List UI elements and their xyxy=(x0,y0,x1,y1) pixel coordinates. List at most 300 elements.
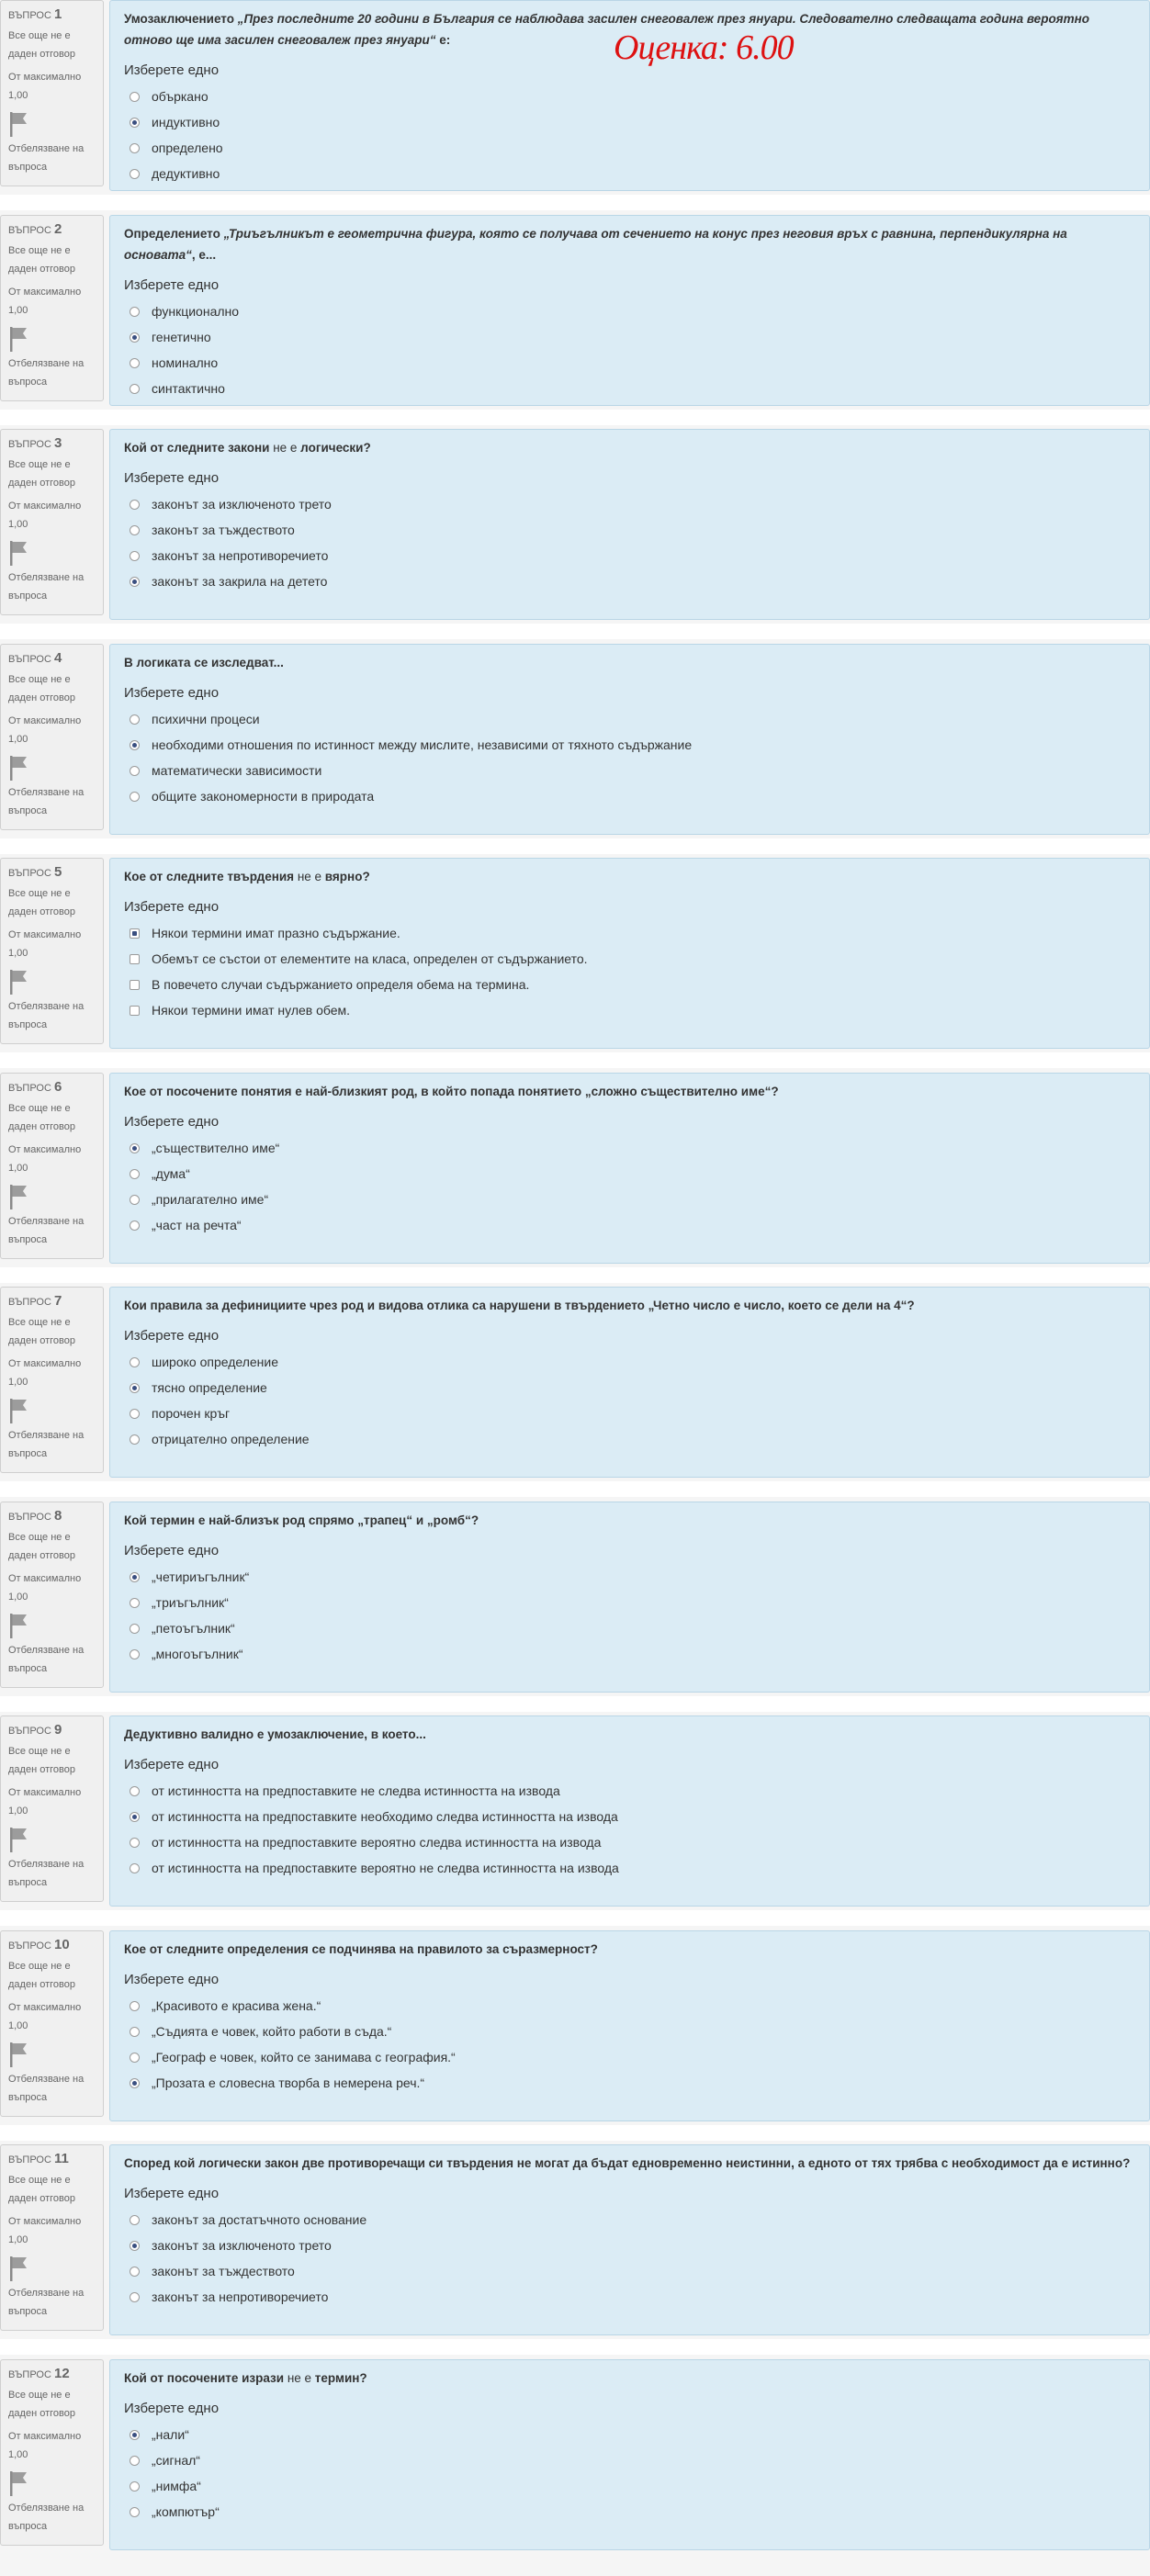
answer-radio[interactable] xyxy=(130,118,140,128)
question-info-panel xyxy=(0,1287,104,1473)
select-one-prompt: Изберете едно xyxy=(124,62,220,78)
question-separator xyxy=(0,624,1150,639)
question-text xyxy=(124,1510,1136,1531)
answer-option[interactable] xyxy=(130,1993,1136,2019)
answer-radio[interactable] xyxy=(130,384,140,394)
answer-option[interactable] xyxy=(130,2473,1136,2499)
answer-radio[interactable] xyxy=(130,551,140,561)
flag-question-link[interactable]: Отбелязване на въпроса xyxy=(8,1001,85,1030)
answer-option[interactable] xyxy=(130,1804,1136,1829)
answer-option[interactable] xyxy=(130,758,1136,783)
flag-question-link[interactable]: Отбелязване на въпроса xyxy=(8,2288,85,2317)
answer-label[interactable]: „многоъгълник“ xyxy=(152,1647,243,1661)
answer-label[interactable]: синтактично xyxy=(152,381,225,396)
question-text xyxy=(124,223,1136,265)
answer-radio[interactable] xyxy=(130,143,140,153)
question-info-panel xyxy=(0,2144,104,2331)
question-content xyxy=(109,1502,1150,1693)
answer-option[interactable] xyxy=(130,2044,1136,2070)
answer-label[interactable]: „Географ е човек, който се занимава с география.“ xyxy=(152,2050,456,2064)
question-max-grade: От максимално 1,00 xyxy=(8,1573,82,1603)
answer-option[interactable] xyxy=(130,376,1136,401)
question-text-part: В логиката се изследват... xyxy=(124,656,284,669)
question-number-label: ВЪПРОС xyxy=(8,654,54,665)
answer-option[interactable] xyxy=(130,2207,1136,2233)
flag-question-link[interactable]: Отбелязване на въпроса xyxy=(8,2503,85,2532)
answer-radio[interactable] xyxy=(130,2267,140,2277)
select-one-prompt: Изберете едно xyxy=(124,277,220,293)
answer-option[interactable] xyxy=(130,2070,1136,2096)
answer-radio[interactable] xyxy=(130,307,140,317)
answer-radio[interactable] xyxy=(130,1786,140,1796)
answer-label[interactable]: законът за изключеното трето xyxy=(152,497,332,512)
flag-icon[interactable] xyxy=(8,1397,103,1426)
answer-radio[interactable] xyxy=(130,1143,140,1153)
answer-option[interactable] xyxy=(130,1615,1136,1641)
answer-radio[interactable] xyxy=(130,980,140,990)
answer-label[interactable]: „сигнал“ xyxy=(152,2453,200,2468)
question-text-part: не е xyxy=(287,2371,312,2385)
question-text-part: Кое от следните определения се подчинява на правилото за съразмерност? xyxy=(124,1942,598,1956)
answer-options xyxy=(130,1349,1136,1452)
answer-radio[interactable] xyxy=(130,2430,140,2440)
question-max-grade: От максимално 1,00 xyxy=(8,715,82,745)
answer-option[interactable] xyxy=(130,972,1136,997)
answer-label[interactable]: „нали“ xyxy=(152,2427,189,2442)
answer-radio[interactable] xyxy=(130,1572,140,1582)
question-number xyxy=(8,1722,103,1738)
answer-label[interactable]: „дума“ xyxy=(152,1166,190,1181)
answer-option[interactable] xyxy=(130,2422,1136,2447)
question-max-grade: От максимално 1,00 xyxy=(8,287,82,316)
select-one-prompt: Изберете едно xyxy=(124,685,220,701)
answer-label[interactable]: законът за непротиворечието xyxy=(152,548,329,563)
answer-options xyxy=(130,706,1136,809)
question-content xyxy=(109,644,1150,835)
answer-label[interactable]: В повечето случаи съдържанието определя обема на термина. xyxy=(152,977,530,992)
answer-radio[interactable] xyxy=(130,2456,140,2466)
select-one-prompt: Изберете едно xyxy=(124,1114,220,1130)
question-text xyxy=(124,1724,1136,1745)
answer-label[interactable]: психични процеси xyxy=(152,712,260,726)
flag-icon[interactable] xyxy=(8,968,103,997)
question-number-value: 7 xyxy=(53,1293,62,1309)
answer-option[interactable] xyxy=(130,491,1136,517)
question-number xyxy=(8,2151,103,2167)
question-separator xyxy=(0,2339,1150,2355)
answer-radio[interactable] xyxy=(130,2481,140,2492)
question-separator xyxy=(0,1481,1150,1497)
question-number-value: 9 xyxy=(53,1722,62,1738)
question-number xyxy=(8,1293,103,1310)
flag-question-link[interactable]: Отбелязване на въпроса xyxy=(8,143,85,173)
answer-option[interactable] xyxy=(130,997,1136,1023)
flag-icon[interactable] xyxy=(8,1612,103,1641)
question-number-label: ВЪПРОС xyxy=(8,10,54,21)
question-number xyxy=(8,2366,103,2382)
answer-option[interactable] xyxy=(130,1161,1136,1187)
answer-label[interactable]: определено xyxy=(152,141,223,155)
answer-label[interactable]: номинално xyxy=(152,355,219,370)
overall-grade-overlay: Оценка: 6.00 xyxy=(614,28,794,67)
answer-label[interactable]: необходими отношения по истинност между мислите, независими от тяхното съдържание xyxy=(152,737,693,752)
answer-options xyxy=(130,84,1136,186)
answer-option[interactable] xyxy=(130,324,1136,350)
answer-radio[interactable] xyxy=(130,1434,140,1445)
question-content xyxy=(109,429,1150,620)
answer-label[interactable]: законът за достатъчното основание xyxy=(152,2212,367,2227)
answer-option[interactable] xyxy=(130,350,1136,376)
answer-label[interactable]: „петоъгълник“ xyxy=(152,1621,235,1636)
answer-label[interactable]: Обемът се състои от елементите на класа, определен от съдържанието. xyxy=(152,951,588,966)
answer-radio[interactable] xyxy=(130,2241,140,2251)
answer-label[interactable]: законът за закрила на детето xyxy=(152,574,328,589)
answer-radio[interactable] xyxy=(130,358,140,368)
answer-options xyxy=(130,920,1136,1023)
question-max-grade: От максимално 1,00 xyxy=(8,1144,82,1174)
answer-radio[interactable] xyxy=(130,2507,140,2517)
question-number-label: ВЪПРОС xyxy=(8,2154,54,2165)
answer-option[interactable] xyxy=(130,161,1136,186)
answer-label[interactable]: объркано xyxy=(152,89,209,104)
flag-icon[interactable] xyxy=(8,1183,103,1212)
answer-radio[interactable] xyxy=(130,2001,140,2011)
question-block xyxy=(0,429,1150,620)
question-info-panel xyxy=(0,215,104,401)
question-number-label: ВЪПРОС xyxy=(8,868,54,879)
flag-question-link[interactable]: Отбелязване на въпроса xyxy=(8,358,85,388)
answer-label[interactable]: законът за тъждеството xyxy=(152,523,295,537)
question-number-value: 1 xyxy=(53,6,62,22)
answer-radio[interactable] xyxy=(130,1169,140,1179)
answer-option[interactable] xyxy=(130,1426,1136,1452)
question-number-value: 10 xyxy=(53,1937,70,1952)
answer-label[interactable]: тясно определение xyxy=(152,1380,267,1395)
answer-radio[interactable] xyxy=(130,1383,140,1393)
question-text-part: Кои правила за дефинициите чрез род и видова отлика са нарушени в твърдението „Четно число е число, което се дели на 4“? xyxy=(124,1299,915,1312)
answer-label[interactable]: „Прозата е словесна творба в немерена реч.“ xyxy=(152,2075,425,2090)
answer-label[interactable]: от истинността на предпоставките необходимо следва истинността на извода xyxy=(152,1809,618,1824)
answer-label[interactable]: законът за непротиворечието xyxy=(152,2289,329,2304)
flag-question-link[interactable]: Отбелязване на въпроса xyxy=(8,787,85,816)
answer-label[interactable]: от истинността на предпоставките вероятно не следва истинността на извода xyxy=(152,1861,619,1875)
question-number-label: ВЪПРОС xyxy=(8,439,54,450)
question-number-label: ВЪПРОС xyxy=(8,1726,54,1737)
flag-icon[interactable] xyxy=(8,539,103,568)
answer-radio[interactable] xyxy=(130,954,140,964)
answer-option[interactable] xyxy=(130,1564,1136,1590)
question-max-grade: От максимално 1,00 xyxy=(8,1787,82,1817)
flag-question-link[interactable]: Отбелязване на въпроса xyxy=(8,1645,85,1674)
question-text xyxy=(124,652,1136,673)
question-number-value: 8 xyxy=(53,1508,62,1524)
answer-option[interactable] xyxy=(130,1400,1136,1426)
question-number xyxy=(8,1937,103,1953)
answer-label[interactable]: „Красивото е красива жена.“ xyxy=(152,1998,321,2013)
question-max-grade: От максимално 1,00 xyxy=(8,1358,82,1388)
question-state: Все още не е даден отговор xyxy=(8,245,75,275)
question-number xyxy=(8,6,103,23)
question-separator xyxy=(0,1267,1150,1283)
answer-radio[interactable] xyxy=(130,928,140,939)
question-separator xyxy=(0,410,1150,425)
answer-radio[interactable] xyxy=(130,525,140,535)
answer-radio[interactable] xyxy=(130,1598,140,1608)
question-content xyxy=(109,215,1150,406)
question-number xyxy=(8,435,103,452)
flag-icon[interactable] xyxy=(8,754,103,783)
answer-option[interactable] xyxy=(130,732,1136,758)
question-max-grade: От максимално 1,00 xyxy=(8,2002,82,2031)
answer-option[interactable] xyxy=(130,1829,1136,1855)
question-text xyxy=(124,2368,1136,2389)
flag-question-link[interactable]: Отбелязване на въпроса xyxy=(8,572,85,602)
question-state: Все още не е даден отговор xyxy=(8,2175,75,2204)
answer-option[interactable] xyxy=(130,2233,1136,2258)
question-block xyxy=(0,1502,1150,1693)
answer-label[interactable]: генетично xyxy=(152,330,211,344)
question-text xyxy=(124,1081,1136,1102)
question-info-panel xyxy=(0,1930,104,2117)
select-one-prompt: Изберете едно xyxy=(124,1972,220,1987)
answer-option[interactable] xyxy=(130,2258,1136,2284)
question-text-part: Дедуктивно валидно е умозаключение, в което... xyxy=(124,1727,426,1741)
answer-radio[interactable] xyxy=(130,792,140,802)
answer-label[interactable]: законът за изключеното трето xyxy=(152,2238,332,2253)
answer-radio[interactable] xyxy=(130,766,140,776)
question-number xyxy=(8,864,103,881)
answer-radio[interactable] xyxy=(130,1409,140,1419)
answer-radio[interactable] xyxy=(130,332,140,343)
question-number xyxy=(8,650,103,667)
question-block xyxy=(0,1715,1150,1907)
flag-question-link[interactable]: Отбелязване на въпроса xyxy=(8,1216,85,1245)
answer-options xyxy=(130,298,1136,401)
answer-radio[interactable] xyxy=(130,577,140,587)
answer-radio[interactable] xyxy=(130,92,140,102)
answer-option[interactable] xyxy=(130,298,1136,324)
answer-option[interactable] xyxy=(130,946,1136,972)
question-block xyxy=(0,858,1150,1049)
answer-radio[interactable] xyxy=(130,2053,140,2063)
question-block xyxy=(0,1930,1150,2121)
question-number-label: ВЪПРОС xyxy=(8,1512,54,1523)
select-one-prompt: Изберете едно xyxy=(124,2401,220,2416)
question-separator xyxy=(0,1052,1150,1068)
question-block xyxy=(0,2359,1150,2550)
answer-option[interactable] xyxy=(130,2447,1136,2473)
select-one-prompt: Изберете едно xyxy=(124,2186,220,2201)
answer-label[interactable]: „част на речта“ xyxy=(152,1218,242,1232)
answer-radio[interactable] xyxy=(130,2027,140,2037)
flag-icon[interactable] xyxy=(8,2041,103,2070)
answer-radio[interactable] xyxy=(130,1624,140,1634)
flag-question-link[interactable]: Отбелязване на въпроса xyxy=(8,1430,85,1459)
select-one-prompt: Изберете едно xyxy=(124,1328,220,1344)
answer-label[interactable]: „Съдията е човек, който работи в съда.“ xyxy=(152,2024,392,2039)
question-text-part: вярно? xyxy=(321,870,370,883)
flag-question-link[interactable]: Отбелязване на въпроса xyxy=(8,1859,85,1888)
answer-radio[interactable] xyxy=(130,169,140,179)
answer-option[interactable] xyxy=(130,517,1136,543)
question-number-label: ВЪПРОС xyxy=(8,2369,54,2380)
answer-radio[interactable] xyxy=(130,1812,140,1822)
answer-label[interactable]: Някои термини имат празно съдържание. xyxy=(152,926,400,940)
answer-option[interactable] xyxy=(130,920,1136,946)
question-text-part: Определението xyxy=(124,227,224,241)
answer-radio[interactable] xyxy=(130,2292,140,2302)
question-text-part: Умозаключението xyxy=(124,12,238,26)
question-text xyxy=(124,1295,1136,1316)
answer-radio[interactable] xyxy=(130,1195,140,1205)
question-number xyxy=(8,221,103,238)
answer-label[interactable]: математически зависимости xyxy=(152,763,322,778)
question-text-part: е: xyxy=(435,33,451,47)
answer-option[interactable] xyxy=(130,1212,1136,1238)
question-number-value: 12 xyxy=(53,2366,70,2381)
question-info-panel xyxy=(0,2359,104,2546)
answer-radio[interactable] xyxy=(130,2078,140,2088)
question-content xyxy=(109,2359,1150,2550)
select-one-prompt: Изберете едно xyxy=(124,1543,220,1558)
answer-options xyxy=(130,1564,1136,1667)
question-text xyxy=(124,437,1136,458)
answer-option[interactable] xyxy=(130,1641,1136,1667)
answer-label[interactable]: функционално xyxy=(152,304,240,319)
flag-icon[interactable] xyxy=(8,2255,103,2284)
answer-label[interactable]: общите закономерности в природата xyxy=(152,789,375,804)
question-number-label: ВЪПРОС xyxy=(8,1940,54,1952)
question-text-part: термин? xyxy=(311,2371,367,2385)
answer-label[interactable]: Някои термини имат нулев обем. xyxy=(152,1003,351,1018)
answer-label[interactable]: от истинността на предпоставките не следва истинността на извода xyxy=(152,1783,560,1798)
question-text-part: Кой от посочените изрази xyxy=(124,2371,288,2385)
flag-question-link[interactable]: Отбелязване на въпроса xyxy=(8,2074,85,2103)
question-block xyxy=(0,0,1150,191)
question-info-panel xyxy=(0,429,104,615)
answer-option[interactable] xyxy=(130,1135,1136,1161)
answer-label[interactable]: „прилагателно име“ xyxy=(152,1192,269,1207)
question-info-panel xyxy=(0,858,104,1044)
answer-option[interactable] xyxy=(130,706,1136,732)
question-text-part: логически? xyxy=(297,441,371,455)
question-text-part: Кой от следните закони xyxy=(124,441,274,455)
question-content xyxy=(109,1715,1150,1907)
question-text-part: , е... xyxy=(191,248,217,262)
answer-option[interactable] xyxy=(130,135,1136,161)
flag-icon[interactable] xyxy=(8,2469,103,2499)
answer-label[interactable]: отрицателно определение xyxy=(152,1432,310,1446)
question-max-grade: От максимално 1,00 xyxy=(8,929,82,959)
answer-options xyxy=(130,2207,1136,2310)
answer-radio[interactable] xyxy=(130,1357,140,1367)
question-text-part: Кое от посочените понятия е най-близкият род, в който попада понятието „сложно съществително име“? xyxy=(124,1085,779,1098)
question-number xyxy=(8,1079,103,1096)
answer-option[interactable] xyxy=(130,1375,1136,1400)
question-separator xyxy=(0,195,1150,210)
answer-radio[interactable] xyxy=(130,1221,140,1231)
question-content xyxy=(109,1073,1150,1264)
question-number-value: 2 xyxy=(53,221,62,237)
question-text-part: Кой термин е най-близък род спрямо „трапец“ и „ромб“? xyxy=(124,1513,479,1527)
answer-label[interactable]: дедуктивно xyxy=(152,166,220,181)
answer-option[interactable] xyxy=(130,783,1136,809)
question-info-panel xyxy=(0,0,104,186)
question-state: Все още не е даден отговор xyxy=(8,1317,75,1346)
answer-radio[interactable] xyxy=(130,1838,140,1848)
answer-label[interactable]: „триъгълник“ xyxy=(152,1595,229,1610)
answer-option[interactable] xyxy=(130,109,1136,135)
question-state: Все още не е даден отговор xyxy=(8,1532,75,1561)
question-state: Все още не е даден отговор xyxy=(8,1103,75,1132)
answer-option[interactable] xyxy=(130,543,1136,568)
answer-radio[interactable] xyxy=(130,740,140,750)
question-content xyxy=(109,858,1150,1049)
question-text-part: Кое от следните твърдения xyxy=(124,870,298,883)
question-state: Все още не е даден отговор xyxy=(8,888,75,917)
question-info-panel xyxy=(0,1502,104,1688)
answer-option[interactable] xyxy=(130,2499,1136,2525)
question-max-grade: От максимално 1,00 xyxy=(8,72,82,101)
select-one-prompt: Изберете едно xyxy=(124,1757,220,1772)
answer-label[interactable]: „четириъгълник“ xyxy=(152,1569,250,1584)
flag-icon[interactable] xyxy=(8,325,103,354)
question-number-value: 4 xyxy=(53,650,62,666)
answer-radio[interactable] xyxy=(130,1863,140,1873)
answer-options xyxy=(130,1993,1136,2096)
answer-option[interactable] xyxy=(130,1778,1136,1804)
answer-label[interactable]: „съществително име“ xyxy=(152,1141,280,1155)
flag-icon[interactable] xyxy=(8,110,103,140)
answer-option[interactable] xyxy=(130,1590,1136,1615)
question-state: Все още не е даден отговор xyxy=(8,674,75,703)
question-state: Все още не е даден отговор xyxy=(8,2390,75,2419)
question-separator xyxy=(0,2125,1150,2141)
answer-option[interactable] xyxy=(130,1187,1136,1212)
answer-option[interactable] xyxy=(130,2019,1136,2044)
flag-icon[interactable] xyxy=(8,1826,103,1855)
answer-radio[interactable] xyxy=(130,500,140,510)
question-text-part: „Триъгълникът е геометрична фигура, която се получава от сечението на конус през неговия връх с равнина, перпендикулярна на основата“ xyxy=(124,227,1067,262)
answer-radio[interactable] xyxy=(130,714,140,725)
answer-option[interactable] xyxy=(130,2284,1136,2310)
question-block xyxy=(0,644,1150,835)
answer-label[interactable]: „нимфа“ xyxy=(152,2479,201,2493)
question-block xyxy=(0,1287,1150,1478)
answer-radio[interactable] xyxy=(130,2215,140,2225)
answer-option[interactable] xyxy=(130,1855,1136,1881)
question-text-part: Според кой логически закон две противоречащи си твърдения не могат да бъдат едновременно неистинни, а едното от тях трябва с необходимост да е истинно? xyxy=(124,2156,1131,2170)
question-text-part: не е xyxy=(273,441,298,455)
answer-label[interactable]: законът за тъждеството xyxy=(152,2264,295,2278)
answer-label[interactable]: широко определение xyxy=(152,1355,278,1369)
question-block xyxy=(0,215,1150,406)
answer-label[interactable]: от истинността на предпоставките вероятно следва истинността на извода xyxy=(152,1835,602,1850)
answer-radio[interactable] xyxy=(130,1006,140,1016)
answer-options xyxy=(130,1135,1136,1238)
answer-label[interactable]: „компютър“ xyxy=(152,2504,220,2519)
answer-label[interactable]: порочен кръг xyxy=(152,1406,231,1421)
question-info-panel xyxy=(0,1073,104,1259)
answer-label[interactable]: индуктивно xyxy=(152,115,220,129)
answer-options xyxy=(130,1778,1136,1881)
question-content xyxy=(109,1930,1150,2121)
answer-option[interactable] xyxy=(130,568,1136,594)
answer-option[interactable] xyxy=(130,1349,1136,1375)
answer-option[interactable] xyxy=(130,84,1136,109)
answer-radio[interactable] xyxy=(130,1649,140,1659)
question-block xyxy=(0,2144,1150,2335)
